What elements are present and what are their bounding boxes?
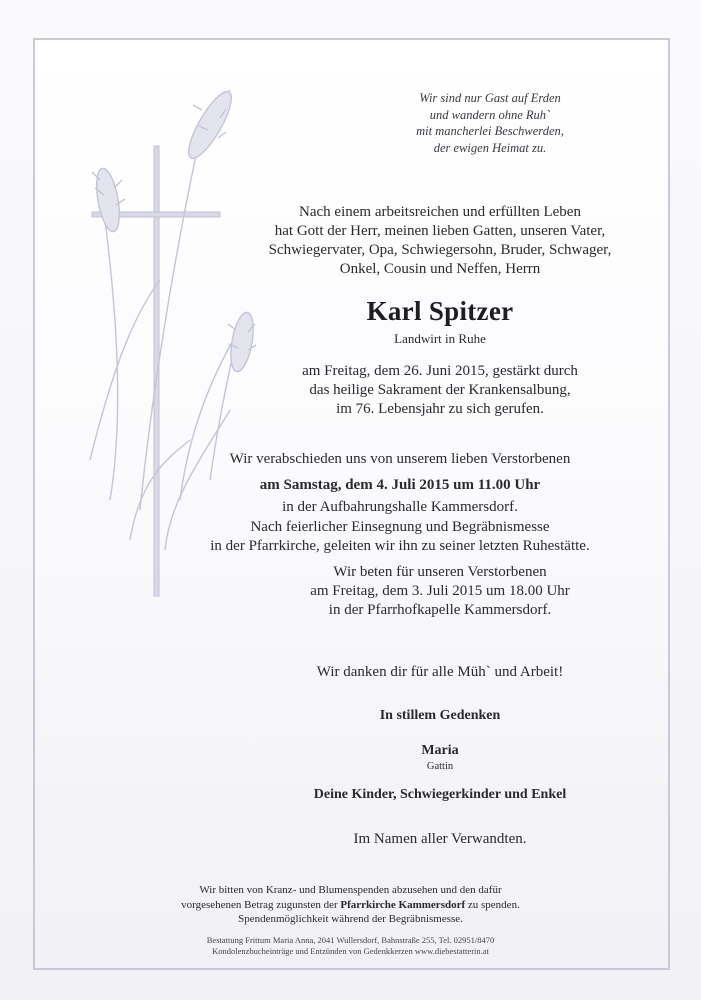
death-line: im 76. Lebensjahr zu sich gerufen. (336, 401, 544, 417)
funeral-intro: Wir verabschieden uns von unserem lieben Verstorbenen (229, 451, 571, 467)
wife-name: Maria (421, 743, 459, 758)
footer-line: Bestattung Frittum Maria Anna, 2041 Wullersdorf, Bahnstraße 255, Tel. 02951/8470 (206, 935, 495, 945)
motto-line: der ewigen Heimat zu. (433, 140, 547, 155)
motto-line: mit mancherlei Beschwerden, (416, 124, 564, 138)
intro-line: Onkel, Cousin und Neffen, Herrn (339, 261, 541, 277)
thanks-line: Wir danken dir für alle Müh` und Arbeit! (316, 664, 564, 680)
relatives-line: Im Namen aller Verwandten. (353, 831, 527, 847)
family-line: Deine Kinder, Schwiegerkinder und Enkel (313, 787, 567, 802)
motto-verse (370, 90, 610, 156)
prayer-line: Wir beten für unseren Verstorbenen (333, 564, 547, 580)
donation-text: vorgesehenen Betrag zugunsten der (181, 898, 341, 911)
motto-line: Wir sind nur Gast auf Erden (419, 91, 561, 105)
funeral-ceremony: Nach feierlicher Einsegnung und Begräbnismesse (250, 518, 550, 535)
prayer-line: in der Pfarrhofkapelle Kammersdorf. (328, 602, 552, 618)
intro-line: Schwiegervater, Opa, Schwiegersohn, Bruder, Schwager, (268, 242, 612, 258)
undertaker-footer (0, 935, 701, 957)
donation-line: Spendenmöglichkeit während der Begräbnismesse. (238, 913, 463, 925)
funeral-location: in der Aufbahrungshalle Kammersdorf. (282, 499, 518, 515)
deceased-title: Landwirt in Ruhe (394, 331, 486, 346)
death-notice (230, 362, 650, 419)
prayer-line: am Freitag, dem 3. Juli 2015 um 18.00 Uhr (310, 583, 570, 599)
footer-line: Kondolenzbucheinträge und Entzünden von Gedenkkerzen www.diebestatterin.at (212, 946, 489, 956)
memory-line: In stillem Gedenken (379, 708, 501, 723)
funeral-details (150, 450, 650, 557)
donation-text: zu spenden. (465, 898, 520, 911)
death-line: das heilige Sakrament der Krankensalbung, (309, 382, 571, 398)
death-line: am Freitag, dem 26. Juni 2015, gestärkt durch (302, 363, 578, 379)
intro-line: Nach einem arbeitsreichen und erfüllten Leben (299, 204, 581, 220)
donation-line (0, 898, 701, 913)
funeral-date: am Samstag, dem 4. Juli 2015 um 11.00 Uhr (259, 476, 541, 493)
intro-text (230, 203, 650, 279)
funeral-burial: in der Pfarrkirche, geleiten wir ihn zu seiner letzten Ruhestätte. (210, 538, 590, 554)
donation-recipient: Pfarrkirche Kammersdorf (340, 898, 466, 911)
intro-line: hat Gott der Herr, meinen lieben Gatten, unseren Vater, (274, 223, 606, 239)
donation-note (0, 883, 701, 927)
motto-line: und wandern ohne Ruh` (429, 107, 551, 122)
deceased-name: Karl Spitzer (366, 296, 514, 326)
wife-role: Gattin (426, 761, 454, 772)
donation-line: Wir bitten von Kranz- und Blumenspenden abzusehen und den dafür (199, 884, 502, 896)
prayer-details (230, 563, 650, 620)
